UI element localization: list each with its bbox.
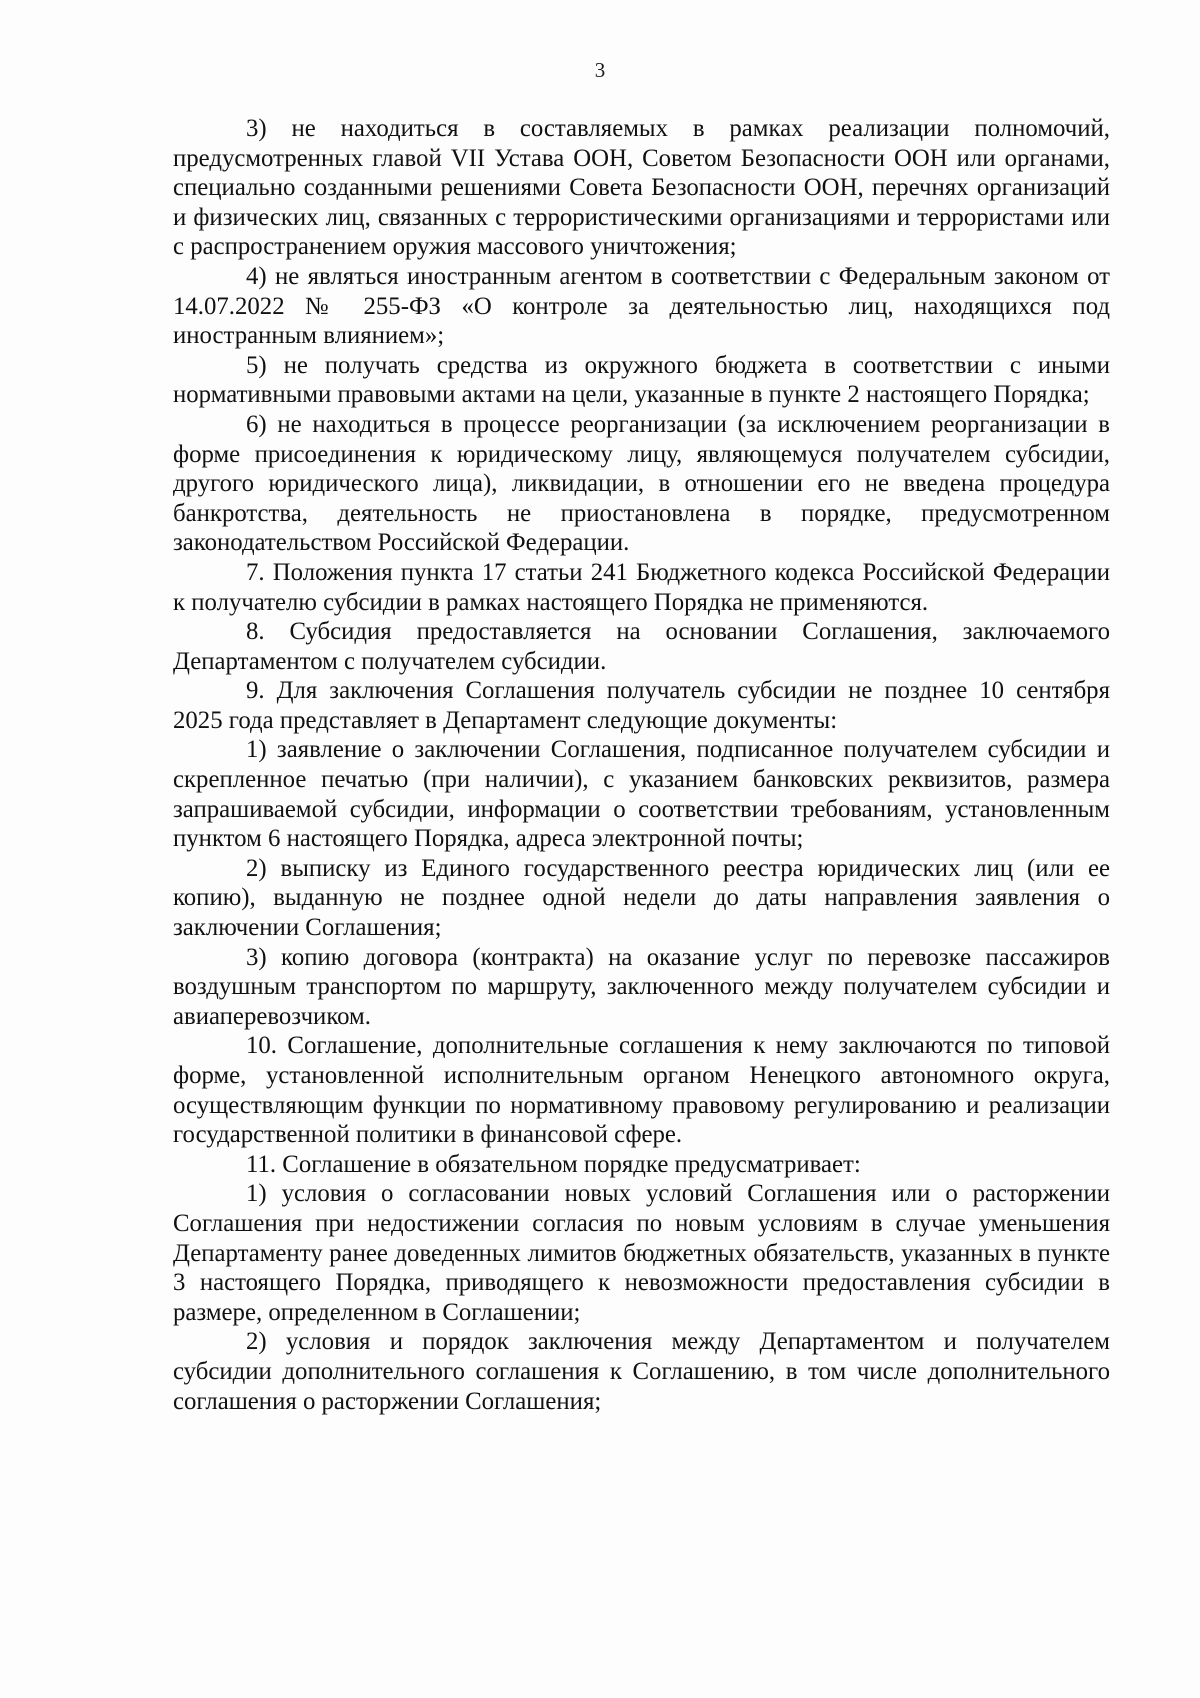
paragraph-clause-7: 7. Положения пункта 17 статьи 241 Бюджетного кодекса Российской Федерации к получателю субсидии в рамках настоящего Порядка не применяются. — [173, 558, 1110, 616]
paragraph-clause-9-item-3: 3) копию договора (контракта) на оказание услуг по перевозке пассажиров воздушным транспортом по маршруту, заключенного между получателем субсидии и авиаперевозчиком. — [173, 943, 1110, 1030]
paragraph-clause-11-item-1: 1) условия о согласовании новых условий Соглашения или о расторжении Соглашения при недостижении согласия по новым условиям в случае уменьшения Департаменту ранее доведенных лимитов бюджетных обязательств, указанных в пункте 3 настоящего Порядка, приводящего к невозможности предоставления субсидии в размере, определенном в Соглашении; — [173, 1180, 1110, 1326]
page-number: 3 — [594, 58, 606, 82]
paragraph-item-5-budget-funds: 5) не получать средства из окружного бюджета в соответствии с иными нормативными правовыми актами на цели, указанные в пункте 2 настоящего Порядка; — [173, 351, 1110, 409]
paragraph-clause-11: 11. Соглашение в обязательном порядке предусматривает: — [246, 1150, 861, 1178]
paragraph-item-3-terror-lists: 3) не находиться в составляемых в рамках реализации полномочий, предусмотренных главой VII Устава ООН, Советом Безопасности ООН или органами, специально созданными решениями Совета Безопасности ООН, перечнях организаций и физических лиц, связанных с террористическими организациями и террористами или с распространением оружия массового уничтожения; — [173, 115, 1110, 261]
paragraph-clause-11-item-2: 2) условия и порядок заключения между Департаментом и получателем субсидии дополнительного соглашения к Соглашению, в том числе дополнительного соглашения о расторжении Соглашения; — [173, 1328, 1110, 1415]
paragraph-item-4-foreign-agent: 4) не являться иностранным агентом в соответствии с Федеральным законом от 14.07.2022 № 255-ФЗ «О контроле за деятельностью лиц, находящихся под иностранным влиянием»; — [173, 262, 1110, 350]
paragraph-clause-9: 9. Для заключения Соглашения получатель субсидии не позднее 10 сентября 2025 года представляет в Департамент следующие документы: — [173, 677, 1110, 734]
paragraph-item-6-reorganization: 6) не находиться в процессе реорганизации (за исключением реорганизации в форме присоединения к юридическому лицу, являющемуся получателем субсидии, другого юридического лица), ликвидации, в отношении его не введена процедура банкротства, деятельность не приостановлена в порядке, предусмотренном законодательством Российской Федерации. — [173, 410, 1110, 557]
paragraph-clause-10: 10. Соглашение, дополнительные соглашения к нему заключаются по типовой форме, установленной исполнительным органом Ненецкого автономного округа, осуществляющим функции по нормативному правовому регулированию и реализации государственной политики в финансовой сфере. — [173, 1032, 1110, 1149]
paragraph-clause-9-item-1: 1) заявление о заключении Соглашения, подписанное получателем субсидии и скрепленное печатью (при наличии), с указанием банковских реквизитов, размера запрашиваемой субсидии, информации о соответствии требованиям, установленным пунктом 6 настоящего Порядка, адреса электронной почты; — [173, 736, 1110, 853]
paragraph-clause-8: 8. Субсидия предоставляется на основании Соглашения, заключаемого Департаментом с получателем субсидии. — [173, 618, 1110, 675]
document-body — [173, 114, 1110, 1416]
paragraph-clause-9-item-2: 2) выписку из Единого государственного реестра юридических лиц (или ее копию), выданную не позднее одной недели до даты направления заявления о заключении Соглашения; — [173, 854, 1110, 942]
